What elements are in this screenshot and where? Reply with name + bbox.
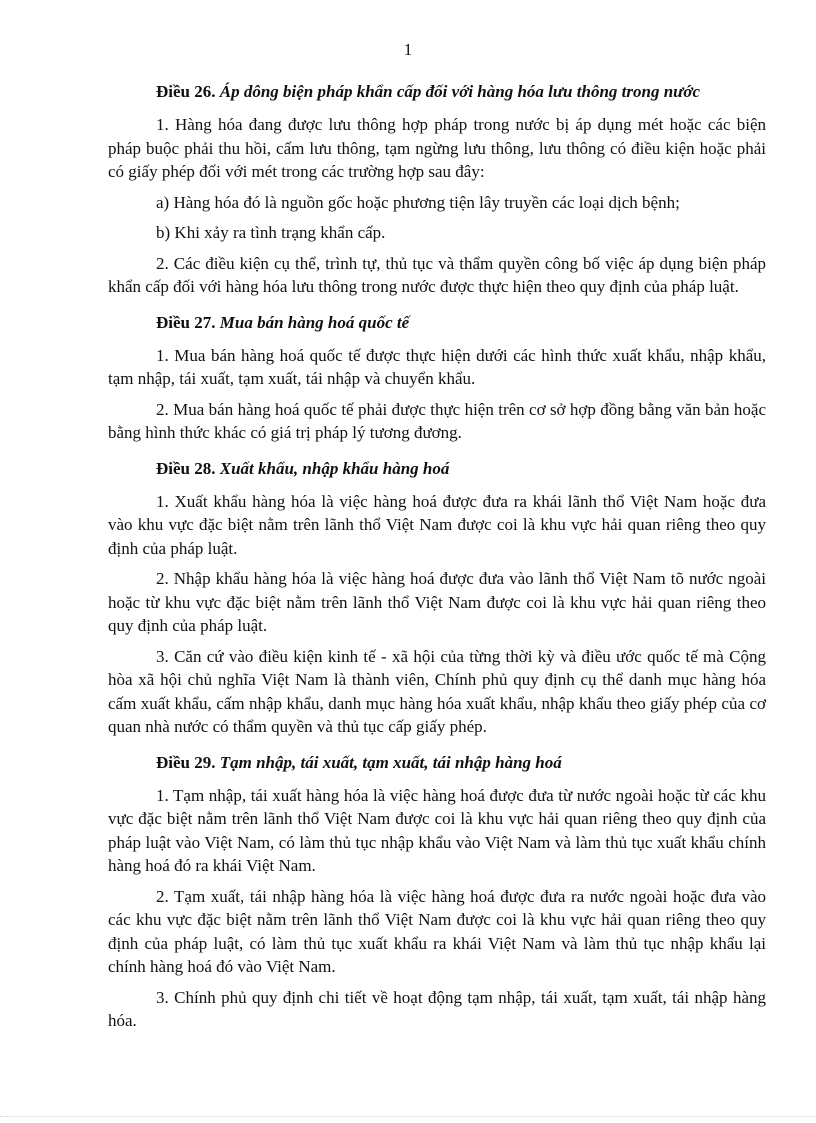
article-heading [108, 751, 766, 774]
paragraph: 1. Tạm nhập, tái xuất hàng hóa là việc hàng hoá được đưa từ nước ngoài hoặc từ các khu vực đặc biệt nằm trên lãnh thổ Việt Nam được coi là khu vực hải quan riêng theo quy định của pháp luật vào Việt Nam, có làm thủ tục nhập khẩu vào Việt Nam và làm thủ tục xuất khẩu chính hàng hoá đó ra khái Việt Nam. [108, 785, 766, 875]
paragraph: 3. Chính phủ quy định chi tiết về hoạt động tạm nhập, tái xuất, tạm xuất, tái nhập hàng hóa. [108, 987, 766, 1030]
paragraph: 3. Căn cứ vào điều kiện kinh tế - xã hội của từng thời kỳ và điều ước quốc tế mà Cộng hòa xã hội chủ nghĩa Việt Nam là thành viên, Chính phủ quy định cụ thể danh mục hàng hóa cấm xuất khẩu, cấm nhập khẩu, danh mục hàng hóa xuất khẩu, nhập khẩu theo giấy phép của cơ quan nhà nước có thẩm quyền và thủ tục cấp giấy phép. [108, 646, 766, 736]
article-title: Áp dông biện pháp khẩn cấp đối với hàng hóa lưu thông trong nước [219, 82, 700, 101]
article-28 [108, 457, 766, 739]
article-number: Điều 26. [156, 82, 216, 101]
article-29 [108, 751, 766, 1033]
article-title: Xuất khẩu, nhập khẩu hàng hoá [219, 458, 450, 478]
paragraph: b) Khi xảy ra tình trạng khẩn cấp. [156, 223, 386, 242]
paragraph: 2. Nhập khẩu hàng hóa là việc hàng hoá được đưa vào lãnh thổ Việt Nam tõ nước ngoài hoặc từ khu vực đặc biệt nằm trên lãnh thổ Việt Nam được coi là khu vực hải quan riêng theo quy định của pháp luật. [108, 569, 766, 635]
article-title: Tạm nhập, tái xuất, tạm xuất, tái nhập hàng hoá [219, 752, 562, 772]
article-heading [108, 80, 766, 103]
article-number: Điều 27. [156, 312, 216, 332]
document-body [108, 80, 766, 1045]
paragraph: 2. Tạm xuất, tái nhập hàng hóa là việc hàng hoá được đưa ra nước ngoài hoặc đưa vào các khu vực đặc biệt nằm trên lãnh thổ Việt Nam được coi là khu vực hải quan riêng theo quy định của pháp luật, có làm thủ tục xuất khẩu ra khái Việt Nam và làm thủ tục nhập khẩu lại chính hàng hoá đó vào Việt Nam. [108, 886, 766, 976]
article-title: Mua bán hàng hoá quốc tế [219, 312, 410, 332]
article-27 [108, 311, 766, 445]
paragraph: 1. Mua bán hàng hoá quốc tế được thực hiện dưới các hình thức xuất khẩu, nhập khẩu, tạm nhập, tái xuất, tạm xuất, tái nhập và chuyển khẩu. [108, 345, 766, 388]
paragraph: 1. Hàng hóa đang được lưu thông hợp pháp trong nước bị áp dụng mét hoặc các biện pháp buộc phải thu hồi, cấm lưu thông, tạm ngừng lưu thông, lưu thông có điều kiện hoặc phải có giấy phép đối với mét trong các trường hợp sau đây: [108, 115, 766, 181]
paragraph: 2. Mua bán hàng hoá quốc tế phải được thực hiện trên cơ sở hợp đồng bằng văn bản hoặc bằng hình thức khác có giá trị pháp lý tương đương. [108, 399, 766, 442]
article-heading [108, 457, 766, 480]
page-bottom-divider [0, 1116, 816, 1117]
article-26 [108, 80, 766, 299]
paragraph: 2. Các điều kiện cụ thể, trình tự, thủ tục và thẩm quyền công bố việc áp dụng biện pháp khẩn cấp đối với hàng hóa lưu thông trong nước được thực hiện theo quy định của pháp luật. [108, 253, 766, 296]
article-number: Điều 28. [156, 458, 216, 478]
article-number: Điều 29. [156, 752, 216, 772]
paragraph: a) Hàng hóa đó là nguồn gốc hoặc phương tiện lây truyền các loại dịch bệnh; [156, 192, 680, 212]
article-heading [108, 311, 766, 334]
paragraph: 1. Xuất khẩu hàng hóa là việc hàng hoá được đưa ra khái lãnh thổ Việt Nam hoặc đưa vào khu vực đặc biệt nằm trên lãnh thổ Việt Nam được coi là khu vực hải quan riêng theo quy định của pháp luật. [108, 491, 766, 558]
page-number: 1 [403, 40, 413, 59]
